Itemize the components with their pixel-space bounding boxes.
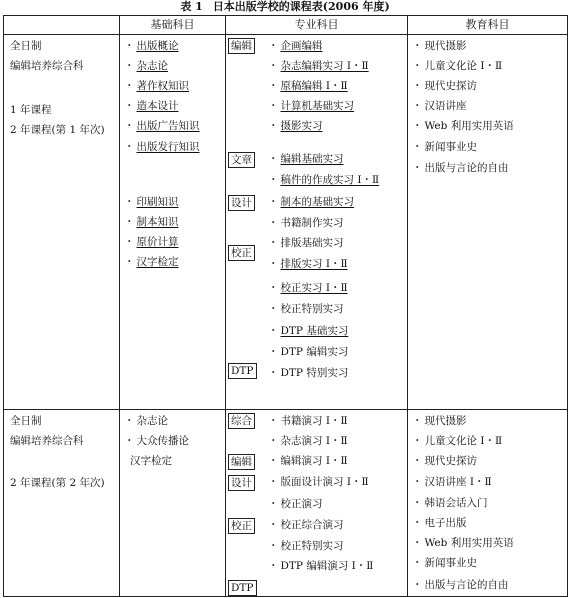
education-course-text: 新闻事业史 bbox=[424, 557, 477, 569]
professional-course bbox=[268, 99, 354, 113]
category-box: 校正 bbox=[228, 518, 255, 534]
bullet-dot: ・ bbox=[124, 100, 135, 112]
education-course-text: 儿童文化论 Ⅰ・Ⅱ bbox=[424, 435, 503, 447]
table-caption bbox=[0, 0, 570, 14]
education-course bbox=[412, 59, 502, 73]
education-course bbox=[412, 140, 477, 154]
bullet-dot: ・ bbox=[412, 435, 423, 447]
bullet-dot: ・ bbox=[268, 325, 279, 337]
bullet-dot: ・ bbox=[268, 303, 279, 315]
bullet-dot: ・ bbox=[124, 80, 135, 92]
basic-course bbox=[124, 119, 200, 133]
program-line-text: 全日制 bbox=[10, 415, 42, 427]
bullet-dot: ・ bbox=[412, 60, 423, 72]
program-line bbox=[10, 59, 84, 73]
bullet-dot: ・ bbox=[124, 196, 135, 208]
program-line bbox=[10, 103, 52, 117]
professional-course bbox=[268, 39, 323, 53]
professional-course bbox=[268, 497, 323, 511]
bullet-dot: ・ bbox=[268, 258, 279, 270]
education-course bbox=[412, 496, 488, 510]
professional-course-text: 杂志编辑实习 Ⅰ・Ⅱ bbox=[280, 60, 369, 72]
program-line bbox=[10, 476, 105, 490]
professional-course-text: 书籍制作实习 bbox=[280, 217, 344, 229]
bullet-dot: ・ bbox=[124, 120, 135, 132]
basic-course bbox=[124, 215, 179, 229]
program-line bbox=[10, 414, 42, 428]
header-education: 教育科目 bbox=[408, 16, 568, 35]
bullet-dot: ・ bbox=[412, 537, 423, 549]
category-box: 校正 bbox=[228, 245, 255, 261]
bullet-dot: ・ bbox=[268, 519, 279, 531]
professional-course-text: DTP 编辑实习 bbox=[280, 346, 349, 358]
professional-course bbox=[268, 302, 344, 316]
professional-course bbox=[268, 216, 344, 230]
professional-course-text: 稿件的作成实习 Ⅰ・Ⅱ bbox=[280, 174, 380, 186]
bullet-dot: ・ bbox=[412, 100, 423, 112]
professional-course-text: 企画编辑 bbox=[280, 40, 323, 52]
bullet-dot: ・ bbox=[412, 557, 423, 569]
basic-course bbox=[130, 454, 172, 468]
bullet-dot: ・ bbox=[268, 60, 279, 72]
education-course-text: 汉语讲座 Ⅰ・Ⅱ bbox=[424, 476, 492, 488]
basic-course bbox=[124, 235, 179, 249]
category-box: DTP bbox=[228, 363, 257, 379]
bullet-dot: ・ bbox=[268, 237, 279, 249]
education-course bbox=[412, 475, 492, 489]
professional-course-text: 排版基础实习 bbox=[280, 237, 344, 249]
education-course-text: 电子出版 bbox=[424, 517, 467, 529]
professional-course-text: 制本的基础实习 bbox=[280, 196, 354, 208]
basic-course-text: 印刷知识 bbox=[136, 196, 179, 208]
basic-course bbox=[124, 255, 179, 269]
bullet-dot: ・ bbox=[124, 415, 135, 427]
professional-course-text: 版面设计演习 Ⅰ・Ⅱ bbox=[280, 476, 369, 488]
bullet-dot: ・ bbox=[124, 435, 135, 447]
professional-course-text: DTP 基础实习 bbox=[280, 325, 349, 337]
professional-course-text: 校正演习 bbox=[280, 498, 323, 510]
professional-course bbox=[268, 257, 348, 271]
bullet-dot: ・ bbox=[268, 435, 279, 447]
section2-professional bbox=[226, 410, 408, 597]
program-line bbox=[10, 123, 105, 137]
professional-course bbox=[268, 559, 373, 573]
section2-basic bbox=[120, 410, 226, 597]
education-course bbox=[412, 536, 514, 550]
basic-course-text: 杂志论 bbox=[136, 60, 168, 72]
bullet-dot: ・ bbox=[268, 120, 279, 132]
bullet-dot: ・ bbox=[268, 498, 279, 510]
program-line-text: 1 年课程 bbox=[10, 104, 52, 116]
education-course-text: 现代摄影 bbox=[424, 40, 467, 52]
category-box: 设计 bbox=[228, 475, 255, 491]
professional-course bbox=[268, 324, 348, 338]
bullet-dot: ・ bbox=[412, 141, 423, 153]
category-box: 文章 bbox=[228, 152, 255, 168]
bullet-dot: ・ bbox=[268, 217, 279, 229]
basic-course bbox=[124, 39, 179, 53]
professional-course-text: 校正实习 Ⅰ・Ⅱ bbox=[280, 282, 348, 294]
program-line bbox=[10, 434, 84, 448]
professional-course-text: 书籍演习 Ⅰ・Ⅱ bbox=[280, 415, 348, 427]
professional-course-text: 编辑演习 Ⅰ・Ⅱ bbox=[280, 455, 348, 467]
section2-education bbox=[408, 410, 568, 597]
bullet-dot: ・ bbox=[268, 455, 279, 467]
header-blank bbox=[4, 16, 120, 35]
bullet-dot: ・ bbox=[268, 196, 279, 208]
bullet-dot: ・ bbox=[268, 540, 279, 552]
category-box: 设计 bbox=[228, 195, 255, 211]
education-course bbox=[412, 434, 502, 448]
program-line bbox=[10, 39, 42, 53]
basic-course bbox=[124, 195, 179, 209]
professional-course-text: 杂志演习 Ⅰ・Ⅱ bbox=[280, 435, 348, 447]
program-line-text: 全日制 bbox=[10, 40, 42, 52]
bullet-dot: ・ bbox=[124, 236, 135, 248]
education-course bbox=[412, 99, 467, 113]
professional-course bbox=[268, 79, 348, 93]
education-course bbox=[412, 161, 509, 175]
education-course-text: 现代史探访 bbox=[424, 455, 477, 467]
program-line-text: 编辑培养综合科 bbox=[10, 435, 84, 447]
basic-course-text: 汉字检定 bbox=[130, 455, 172, 467]
professional-course bbox=[268, 152, 344, 166]
professional-course bbox=[268, 414, 348, 428]
professional-course bbox=[268, 454, 348, 468]
basic-course-text: 杂志论 bbox=[136, 415, 168, 427]
education-course bbox=[412, 516, 467, 530]
bullet-dot: ・ bbox=[268, 100, 279, 112]
education-course-text: Web 利用实用英语 bbox=[424, 537, 514, 549]
bullet-dot: ・ bbox=[268, 367, 279, 379]
basic-course-text: 出版广告知识 bbox=[136, 120, 200, 132]
bullet-dot: ・ bbox=[268, 174, 279, 186]
bullet-dot: ・ bbox=[412, 579, 423, 591]
bullet-dot: ・ bbox=[412, 415, 423, 427]
education-course bbox=[412, 578, 509, 592]
professional-course bbox=[268, 539, 344, 553]
bullet-dot: ・ bbox=[412, 517, 423, 529]
program-line-text: 2 年课程(第 2 年次) bbox=[10, 477, 105, 489]
bullet-dot: ・ bbox=[124, 60, 135, 72]
basic-course bbox=[124, 434, 189, 448]
bullet-dot: ・ bbox=[268, 282, 279, 294]
professional-course bbox=[268, 119, 323, 133]
bullet-dot: ・ bbox=[268, 476, 279, 488]
section1-basic bbox=[120, 35, 226, 410]
professional-course bbox=[268, 173, 379, 187]
professional-course bbox=[268, 345, 348, 359]
category-box: DTP bbox=[228, 580, 257, 596]
education-course bbox=[412, 454, 477, 468]
education-course bbox=[412, 556, 477, 570]
basic-course-text: 制本知识 bbox=[136, 216, 179, 228]
header-professional: 专业科目 bbox=[226, 16, 408, 35]
basic-course bbox=[124, 414, 168, 428]
curriculum-table bbox=[3, 15, 568, 597]
bullet-dot: ・ bbox=[412, 80, 423, 92]
education-course-text: 儿童文化论 Ⅰ・Ⅱ bbox=[424, 60, 503, 72]
bullet-dot: ・ bbox=[412, 497, 423, 509]
category-box: 编辑 bbox=[228, 454, 255, 470]
professional-course bbox=[268, 366, 348, 380]
education-course-text: 韩语会话入门 bbox=[424, 497, 488, 509]
education-course-text: 出版与言论的自由 bbox=[424, 579, 509, 591]
bullet-dot: ・ bbox=[124, 256, 135, 268]
professional-course-text: DTP 编辑演习 Ⅰ・Ⅱ bbox=[280, 560, 374, 572]
bullet-dot: ・ bbox=[124, 40, 135, 52]
section1-professional bbox=[226, 35, 408, 410]
bullet-dot: ・ bbox=[268, 153, 279, 165]
basic-course bbox=[124, 140, 200, 154]
basic-course-text: 出版发行知识 bbox=[136, 141, 200, 153]
education-course-text: 汉语讲座 bbox=[424, 100, 467, 112]
professional-course-text: 摄影实习 bbox=[280, 120, 323, 132]
professional-course bbox=[268, 195, 354, 209]
category-box: 综合 bbox=[228, 413, 255, 429]
bullet-dot: ・ bbox=[412, 120, 423, 132]
education-course bbox=[412, 79, 477, 93]
basic-course-text: 造本设计 bbox=[136, 100, 179, 112]
basic-course-text: 著作权知识 bbox=[136, 80, 189, 92]
bullet-dot: ・ bbox=[268, 560, 279, 572]
education-course-text: 新闻事业史 bbox=[424, 141, 477, 153]
basic-course bbox=[124, 59, 168, 73]
bullet-dot: ・ bbox=[412, 40, 423, 52]
professional-course-text: 编辑基础实习 bbox=[280, 153, 344, 165]
category-box: 编辑 bbox=[228, 38, 255, 54]
basic-course bbox=[124, 99, 179, 113]
bullet-dot: ・ bbox=[268, 80, 279, 92]
education-course-text: 出版与言论的自由 bbox=[424, 162, 509, 174]
professional-course-text: 原稿编辑 Ⅰ・Ⅱ bbox=[280, 80, 348, 92]
bullet-dot: ・ bbox=[412, 162, 423, 174]
program-line-text: 编辑培养综合科 bbox=[10, 60, 84, 72]
bullet-dot: ・ bbox=[124, 141, 135, 153]
professional-course bbox=[268, 518, 344, 532]
basic-course-text: 出版概论 bbox=[136, 40, 179, 52]
education-course-text: 现代史探访 bbox=[424, 80, 477, 92]
professional-course bbox=[268, 475, 369, 489]
basic-course-text: 大众传播论 bbox=[136, 435, 189, 447]
table-title: 日本出版学校的课程表(2006 年度) bbox=[212, 0, 390, 13]
bullet-dot: ・ bbox=[124, 216, 135, 228]
professional-course-text: 校正特别实习 bbox=[280, 540, 344, 552]
bullet-dot: ・ bbox=[268, 346, 279, 358]
professional-course-text: DTP 特别实习 bbox=[280, 367, 349, 379]
bullet-dot: ・ bbox=[412, 455, 423, 467]
table-number: 表 1 bbox=[180, 0, 203, 13]
education-course-text: Web 利用实用英语 bbox=[424, 120, 514, 132]
basic-course-text: 汉字检定 bbox=[136, 256, 179, 268]
bullet-dot: ・ bbox=[268, 40, 279, 52]
section2-program bbox=[4, 410, 120, 597]
header-basic: 基础科目 bbox=[120, 16, 226, 35]
education-course bbox=[412, 119, 514, 133]
section1-program bbox=[4, 35, 120, 410]
professional-course-text: 校正特别实习 bbox=[280, 303, 344, 315]
basic-course-text: 原价计算 bbox=[136, 236, 179, 248]
professional-course bbox=[268, 434, 348, 448]
program-line-text: 2 年课程(第 1 年次) bbox=[10, 124, 105, 136]
education-course bbox=[412, 39, 467, 53]
professional-course-text: 校正综合演习 bbox=[280, 519, 344, 531]
professional-course-text: 排版实习 Ⅰ・Ⅱ bbox=[280, 258, 348, 270]
bullet-dot: ・ bbox=[268, 415, 279, 427]
professional-course bbox=[268, 236, 344, 250]
professional-course-text: 计算机基础实习 bbox=[280, 100, 354, 112]
professional-course bbox=[268, 281, 348, 295]
professional-course bbox=[268, 59, 369, 73]
education-course-text: 现代摄影 bbox=[424, 415, 467, 427]
basic-course bbox=[124, 79, 189, 93]
education-course bbox=[412, 414, 467, 428]
bullet-dot: ・ bbox=[412, 476, 423, 488]
section1-education bbox=[408, 35, 568, 410]
